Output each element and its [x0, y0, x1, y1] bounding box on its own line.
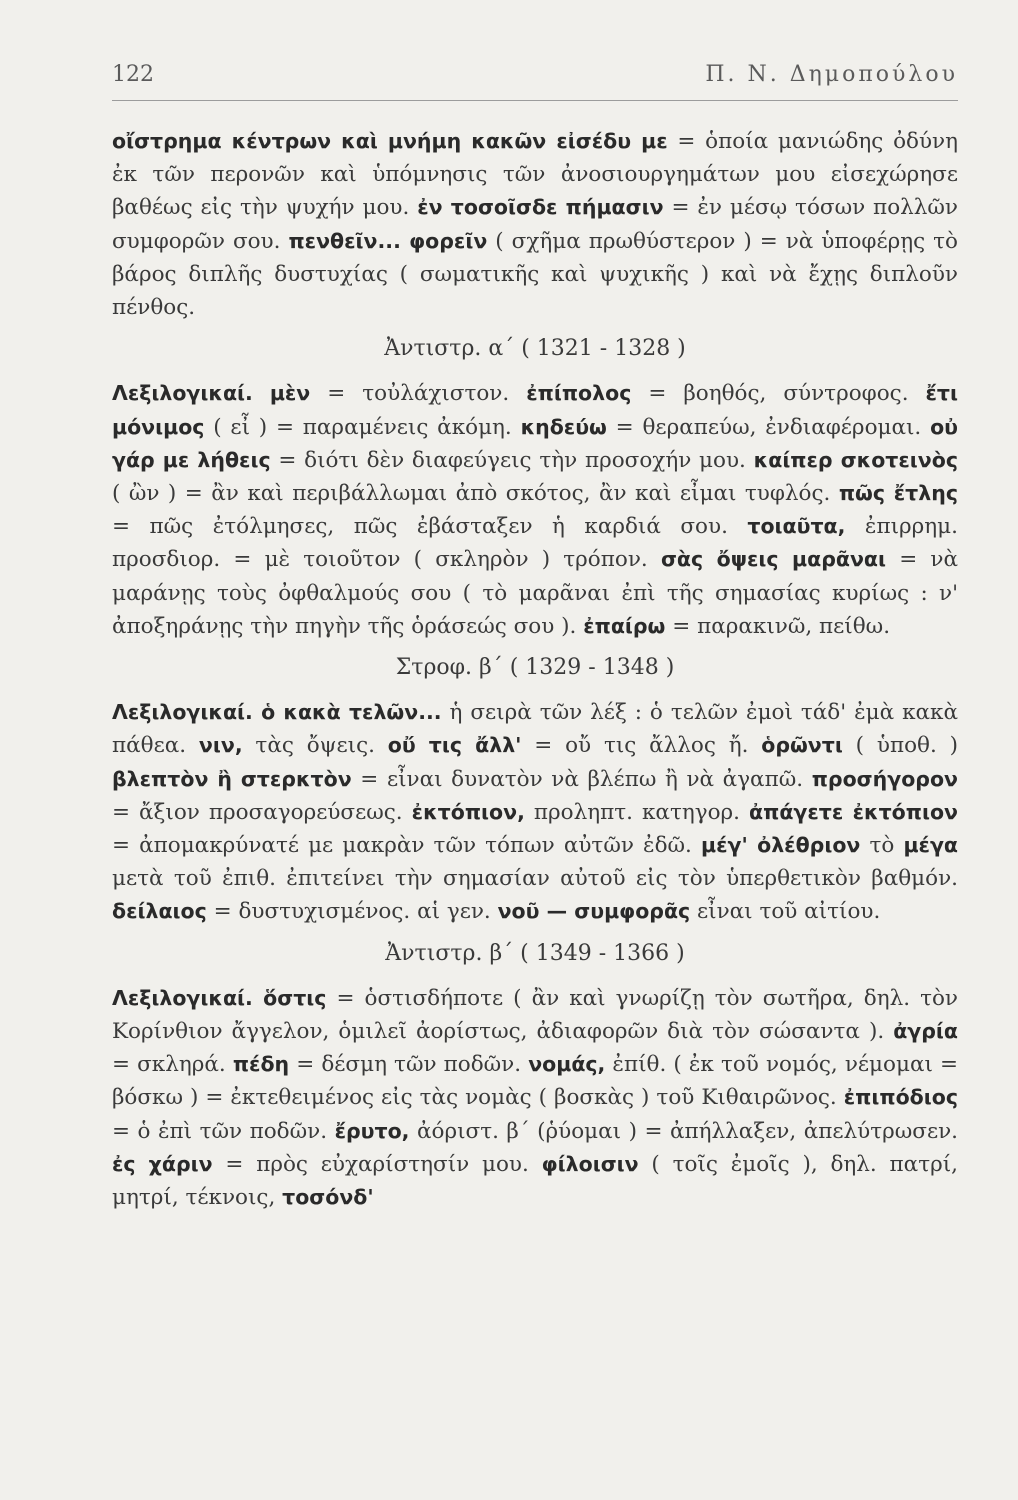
- lemma-term: ἔρυτο,: [334, 1118, 410, 1143]
- lemma-term: ἐς χάριν: [112, 1151, 213, 1176]
- lemma-term: Λεξιλογικαί.: [112, 381, 253, 406]
- lemma-term: μέγα: [903, 833, 958, 858]
- gloss-text: [253, 381, 270, 406]
- lemma-term: καίπερ σκοτεινὸς: [753, 447, 958, 472]
- paragraph: [112, 125, 958, 324]
- gloss-text: ἡ σειρὰ τῶν λέξ : ὁ τελῶν ἐμοὶ τάδ' ἐμὰ κακὰ πάθεα.: [112, 700, 958, 759]
- gloss-text: = νὰ μαράνῃς τοὺς ὀφθαλμούς σου ( τὸ μαρᾶναι ἐπὶ τῆς σημασίας κυρίως : ν' ἀποξηράνῃς τὴν πηγὴν τῆς ὁράσεώς σου ).: [112, 547, 958, 639]
- lemma-term: πενθεῖν... φορεῖν: [288, 228, 488, 253]
- lemma-term: νιν,: [198, 733, 243, 758]
- gloss-text: ( ὢν ) = ἂν καὶ περιβάλλωμαι ἀπὸ σκότος, ἂν καὶ εἶμαι τυφλός.: [112, 481, 839, 507]
- lemma-term: τοιαῦτα,: [747, 514, 846, 539]
- gloss-text: = τοὐλάχιστον.: [310, 381, 527, 407]
- lemma-term: σὰς ὄψεις μαρᾶναι: [660, 547, 886, 572]
- gloss-text: = πῶς ἐτόλμησες, πῶς ἐβάσταξεν ἡ καρδιά σου.: [112, 514, 748, 540]
- lemma-term: ἀγρία: [893, 1019, 958, 1044]
- gloss-text: = δέσμη τῶν ποδῶν.: [289, 1052, 529, 1078]
- gloss-text: = ὁποία μανιώδης ὀδύνη ἐκ τῶν περονῶν καὶ ὑπόμνησις τῶν ἀνοσιουργημάτων μου εἰσεχώρησε βαθέως εἰς τὴν ψυχήν μου.: [112, 129, 958, 221]
- lemma-term: ἐπιπόδιος: [843, 1085, 958, 1110]
- gloss-text: = ἄξιον προσαγορεύσεως.: [112, 799, 412, 825]
- gloss-text: ἀόριστ. β΄ (ῥύομαι ) = ἀπήλλαξεν, ἀπελύτρωσεν.: [409, 1118, 958, 1144]
- lemma-term: Λεξιλογικαί. ὁ κακὰ τελῶν...: [112, 700, 442, 725]
- section-heading: Ἀντιστρ. β΄ ( 1349 - 1366 ): [385, 940, 685, 966]
- lemma-term: ἀπάγετε ἐκτόπιον: [749, 799, 958, 824]
- lemma-term: ἐπίπολος: [526, 381, 632, 406]
- lemma-term: ἐκτόπιον,: [411, 799, 525, 824]
- lemma-term: οὐ γάρ με λήθεις: [112, 414, 958, 472]
- lemma-term: οὔ τις ἄλλ': [387, 733, 522, 758]
- gloss-text: ( ὑποθ. ): [842, 733, 959, 759]
- header-rule: [112, 100, 958, 101]
- running-header: [112, 62, 958, 87]
- gloss-text: τὸ: [860, 833, 904, 859]
- gloss-text: = πρὸς εὐχαρίστησίν μου.: [212, 1151, 542, 1177]
- lemma-term: νομάς,: [528, 1052, 606, 1077]
- lemma-term: φίλοισιν: [541, 1151, 639, 1176]
- gloss-text: ( σχῆμα πρωθύστερον ) = νὰ ὑποφέρῃς τὸ βάρος διπλῆς δυστυχίας ( σωματικῆς καὶ ψυχικῆς ) καὶ νὰ ἔχῃς διπλοῦν πένθος.: [112, 228, 959, 321]
- gloss-text: = εἶναι δυνατὸν νὰ βλέπω ἢ νὰ ἀγαπῶ.: [351, 766, 812, 792]
- gloss-text: = ὁστισδήποτε ( ἂν καὶ γνωρίζῃ τὸν σωτῆρα, δηλ. τὸν Κορίνθιον ἄγγελον, ὁμιλεῖ ἀορίστως, ἀδιαφορῶν διὰ τὸν σώσαντα ).: [112, 985, 958, 1045]
- lemma-term: τοσόνδ': [282, 1185, 374, 1210]
- gloss-text: = ὁ ἐπὶ τῶν ποδῶν.: [112, 1118, 335, 1144]
- lemma-term: προσήγορον: [811, 766, 959, 791]
- lemma-term: βλεπτὸν ἢ στερκτὸν: [112, 766, 352, 791]
- gloss-text: τὰς ὄψεις.: [242, 733, 388, 759]
- paragraph: [112, 696, 958, 928]
- author-name: Π. Ν. Δημοπούλου: [705, 62, 958, 87]
- lemma-term: μέγ' ὀλέθριον: [700, 833, 861, 858]
- gloss-text: = ἀπομακρύνατέ με μακρὰν τῶν τόπων αὐτῶν ἐδῶ.: [112, 833, 701, 859]
- gloss-text: εἶναι τοῦ αἰτίου.: [690, 899, 881, 925]
- lemma-term: νοῦ — συμφορᾶς: [497, 899, 691, 924]
- lemma-term: πῶς ἔτλης: [838, 481, 958, 506]
- gloss-text: = σκληρά.: [112, 1052, 233, 1078]
- paragraph: [112, 982, 958, 1214]
- lemma-term: οἴστρημα κέντρων καὶ μνήμη κακῶν εἰσέδυ με: [112, 129, 668, 153]
- page-number: 122: [112, 62, 154, 87]
- lemma-term: Λεξιλογικαί. ὅστις: [112, 985, 327, 1010]
- lemma-term: ἔτι μόνιμος: [112, 381, 958, 439]
- gloss-text: = οὔ τις ἄλλος ἤ.: [521, 733, 762, 759]
- section-heading: Ἀντιστρ. α΄ ( 1321 - 1328 ): [384, 336, 686, 362]
- gloss-text: ( εἶ ) = παραμένεις ἀκόμη.: [204, 414, 521, 440]
- gloss-text: = παρακινῶ, πείθω.: [665, 613, 891, 639]
- gloss-text: = διότι δὲν διαφεύγεις τὴν προσοχήν μου.: [270, 447, 754, 473]
- paragraph: [112, 377, 958, 643]
- commentary-text: [112, 125, 958, 1214]
- gloss-text: = βοηθός, σύντροφος.: [631, 381, 926, 407]
- gloss-text: προληπτ. κατηγορ.: [524, 799, 750, 825]
- gloss-text: = δυστυχισμένος. αἱ γεν.: [206, 899, 498, 925]
- gloss-text: μετὰ τοῦ ἐπιθ. ἐπιτείνει τὴν σημασίαν αὐτοῦ εἰς τὸν ὑπερθετικὸν βαθμόν.: [112, 866, 958, 892]
- lemma-term: ἐν τοσοῖσδε πήμασιν: [417, 195, 664, 220]
- gloss-text: ἐπίθ. ( ἐκ τοῦ νομός, νέμομαι = βόσκω ) = ἐκτεθειμένος εἰς τὰς νομὰς ( βοσκὰς ) τοῦ Κιθαιρῶνος.: [112, 1052, 959, 1111]
- lemma-term: ὁρῶντι: [761, 733, 843, 758]
- lemma-term: δείλαιος: [112, 899, 207, 924]
- gloss-text: ( τοῖς ἐμοῖς ), δηλ. πατρί, μητρί, τέκνοις,: [112, 1151, 958, 1211]
- section-heading: Στροφ. β΄ ( 1329 - 1348 ): [395, 655, 675, 681]
- gloss-text: ἐπιρρημ. προσδιορ. = μὲ τοιοῦτον ( σκληρὸν ) τρόπον.: [112, 514, 958, 573]
- lemma-term: πέδη: [232, 1052, 290, 1077]
- lemma-term: μὲν: [269, 381, 311, 406]
- gloss-text: = ἐν μέσῳ τόσων πολλῶν συμφορῶν σου.: [112, 195, 958, 254]
- lemma-term: κηδεύω: [520, 414, 607, 439]
- gloss-text: = θεραπεύω, ἐνδιαφέρομαι.: [606, 414, 931, 440]
- lemma-term: ἐπαίρω: [583, 613, 666, 638]
